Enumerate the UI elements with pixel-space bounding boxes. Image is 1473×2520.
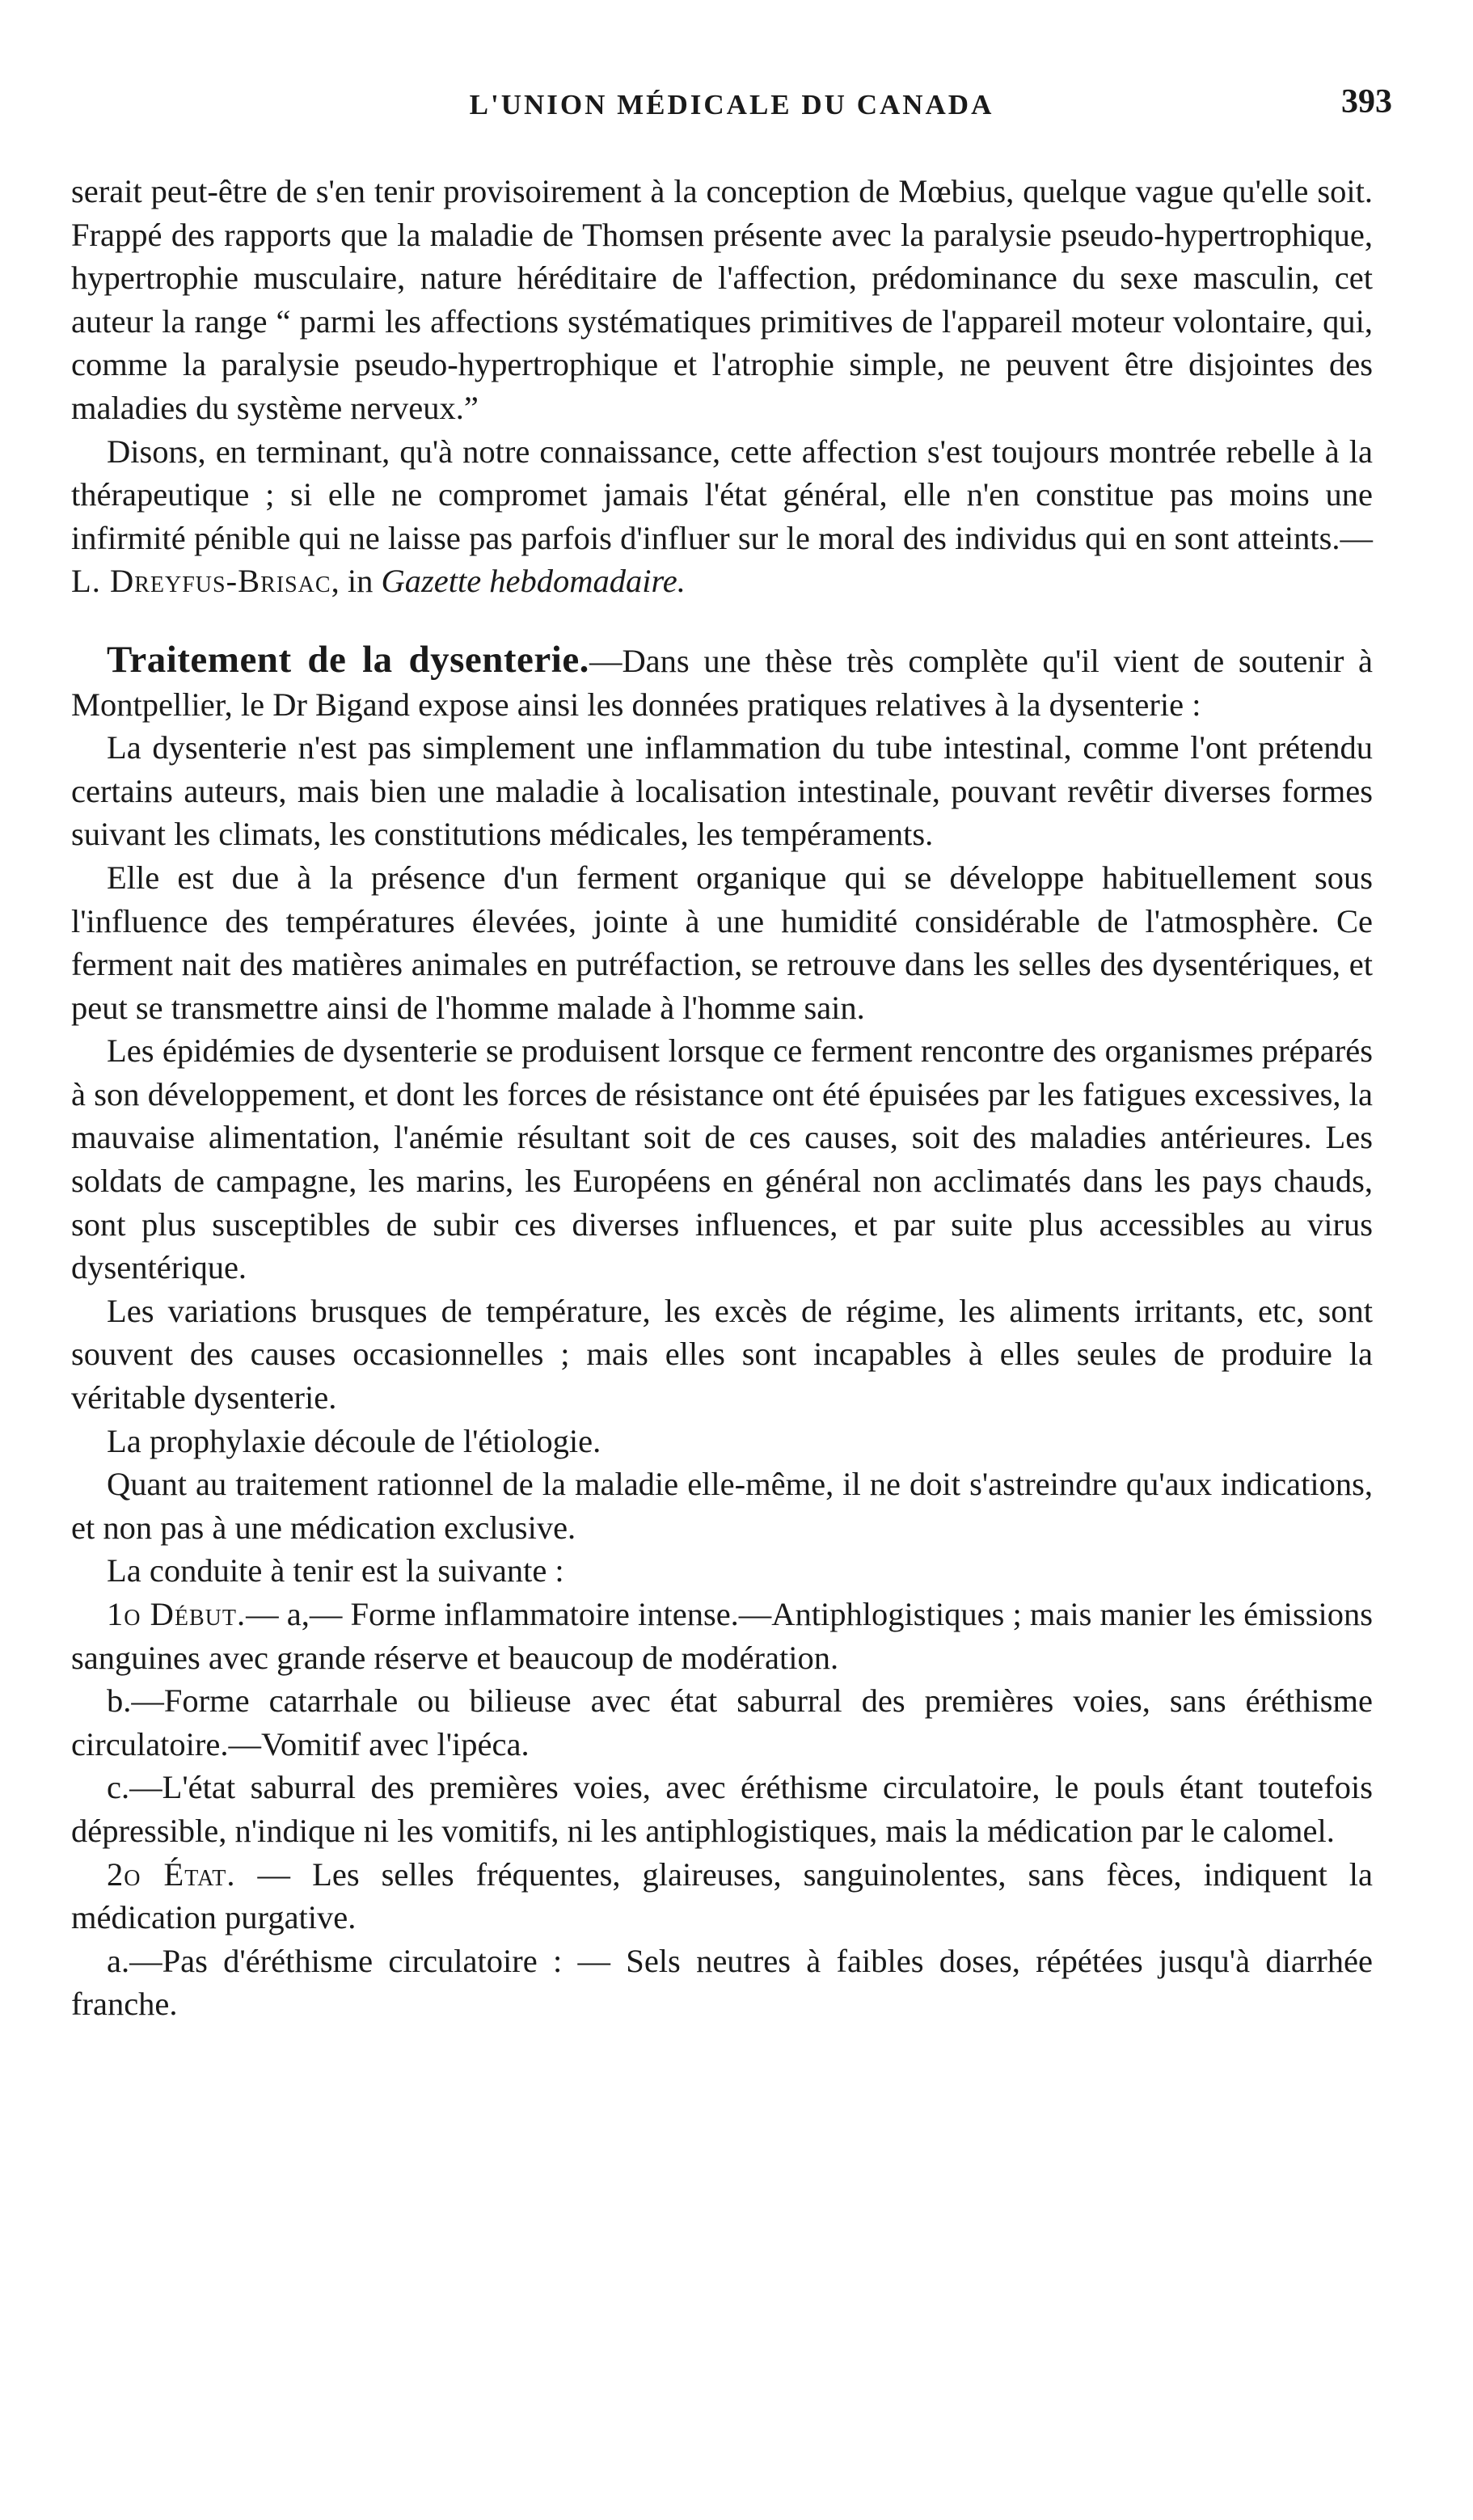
item-debut bbox=[71, 1593, 1373, 1679]
article-body bbox=[71, 170, 1373, 2026]
citation-connector: , in bbox=[331, 563, 382, 600]
paragraph-epidemics: Les épidémies de dysenterie se produisent lorsque ce ferment rencontre des organismes préparés à son développement, et dont les forces de résistance ont été épuisées par les fatigues excessives, la mauvaise alimentation, l'anémie résultant soit de ces causes, soit des maladies antérieures. Les soldats de campagne, les marins, les Européens en général non acclimatés dans les pays chauds, sont plus susceptibles de subir ces diverses influences, et par suite plus accessibles au virus dysentérique. bbox=[71, 1032, 1373, 1286]
running-title: L'UNION MÉDICALE DU CANADA bbox=[469, 89, 994, 120]
paragraph-definition: La dysenterie n'est pas simplement une inflammation du tube intestinal, comme l'ont prétendu certains auteurs, mais bien une maladie à localisation intestinale, pouvant revêtir diverses formes suivant les climats, les constitutions médicales, les tempéraments. bbox=[71, 729, 1373, 853]
paragraph-moebius: serait peut-être de s'en tenir provisoirement à la conception de Mœbius, quelque vague qu'elle soit. Frappé des rapports que la maladie de Thomsen présente avec la paralysie pseudo-hypertrophique, hypertrophie musculaire, nature héréditaire de l'affection, prédominance du sexe masculin, cet auteur la range “ parmi les affections systématiques primitives de l'appareil moteur volontaire, qui, comme la paralysie pseudo-hypertrophique et l'atrophie simple, ne peuvent être disjointes des maladies du système nerveux.” bbox=[71, 173, 1373, 426]
paragraph-ferment: Elle est due à la présence d'un ferment organique qui se développe habituellement sous l'influence des températures élevées, jointe à une humidité considérable de l'atmosphère. Ce ferment nait des matières animales en putréfaction, se retrouve dans les selles des dysentériques, et peut se transmettre ainsi de l'homme malade à l'homme sain. bbox=[71, 859, 1373, 1026]
paragraph-prophylaxis: La prophylaxie découle de l'étiologie. bbox=[107, 1422, 601, 1459]
section-spacer bbox=[71, 603, 1373, 639]
item-debut-text: — a,— Forme inflammatoire intense.—Antiphlogistiques ; mais manier les émissions sanguines avec grande réserve et beaucoup de modération. bbox=[71, 1596, 1374, 1676]
section-intro-text: —Dans une thèse très complète qu'il vient de soutenir à Montpellier, le Dr Bigand expose ainsi les données pratiques relatives à la dysenterie : bbox=[71, 642, 1374, 723]
page-number: 393 bbox=[1341, 83, 1392, 120]
item-etat-label: 2o État. bbox=[107, 1855, 236, 1893]
section-title: Traitement de la dysenterie. bbox=[107, 638, 589, 681]
paragraph-conduct: La conduite à tenir est la suivante : bbox=[107, 1552, 564, 1589]
source-citation: Gazette hebdomadaire. bbox=[381, 563, 686, 600]
paragraph-treatment: Quant au traitement rationnel de la maladie elle-même, il ne doit s'astreindre qu'aux indications, et non pas à une médication exclusive. bbox=[71, 1466, 1373, 1546]
paragraph-conclusion-text: Disons, en terminant, qu'à notre connaissance, cette affection s'est toujours montrée rebelle à la thérapeutique ; si elle ne compromet jamais l'état général, elle n'en constitue pas moins une infirmité pénible qui ne laisse pas parfois d'influer sur le moral des individus qui en sont atteints.— bbox=[71, 433, 1373, 556]
item-b: b.—Forme catarrhale ou bilieuse avec état saburral des premières voies, sans éréthisme circulatoire.—Vomitif avec l'ipéca. bbox=[71, 1682, 1373, 1762]
item-etat bbox=[71, 1853, 1373, 1940]
running-header bbox=[71, 78, 1392, 126]
author-citation: L. Dreyfus-Brisac bbox=[71, 563, 331, 600]
paragraph-conclusion bbox=[71, 430, 1373, 603]
section-intro-paragraph bbox=[71, 639, 1373, 726]
item-debut-label: 1o Début. bbox=[107, 1596, 247, 1632]
item-etat-text: — Les selles fréquentes, glaireuses, sanguinolentes, sans fèces, indiquent la médication purgative. bbox=[71, 1855, 1373, 1936]
paragraph-variations: Les variations brusques de température, les excès de régime, les aliments irritants, etc, sont souvent des causes occasionnelles ; mais elles sont incapables à elles seules de produire la véritable dysenterie. bbox=[71, 1292, 1373, 1416]
item-c: c.—L'état saburral des premières voies, avec éréthisme circulatoire, le pouls étant toutefois dépressible, n'indique ni les vomitifs, ni les antiphlogistiques, mais la médication par le calomel. bbox=[71, 1769, 1373, 1849]
item-a2: a.—Pas d'éréthisme circulatoire : — Sels neutres à faibles doses, répétées jusqu'à diarrhée franche. bbox=[71, 1942, 1373, 2023]
